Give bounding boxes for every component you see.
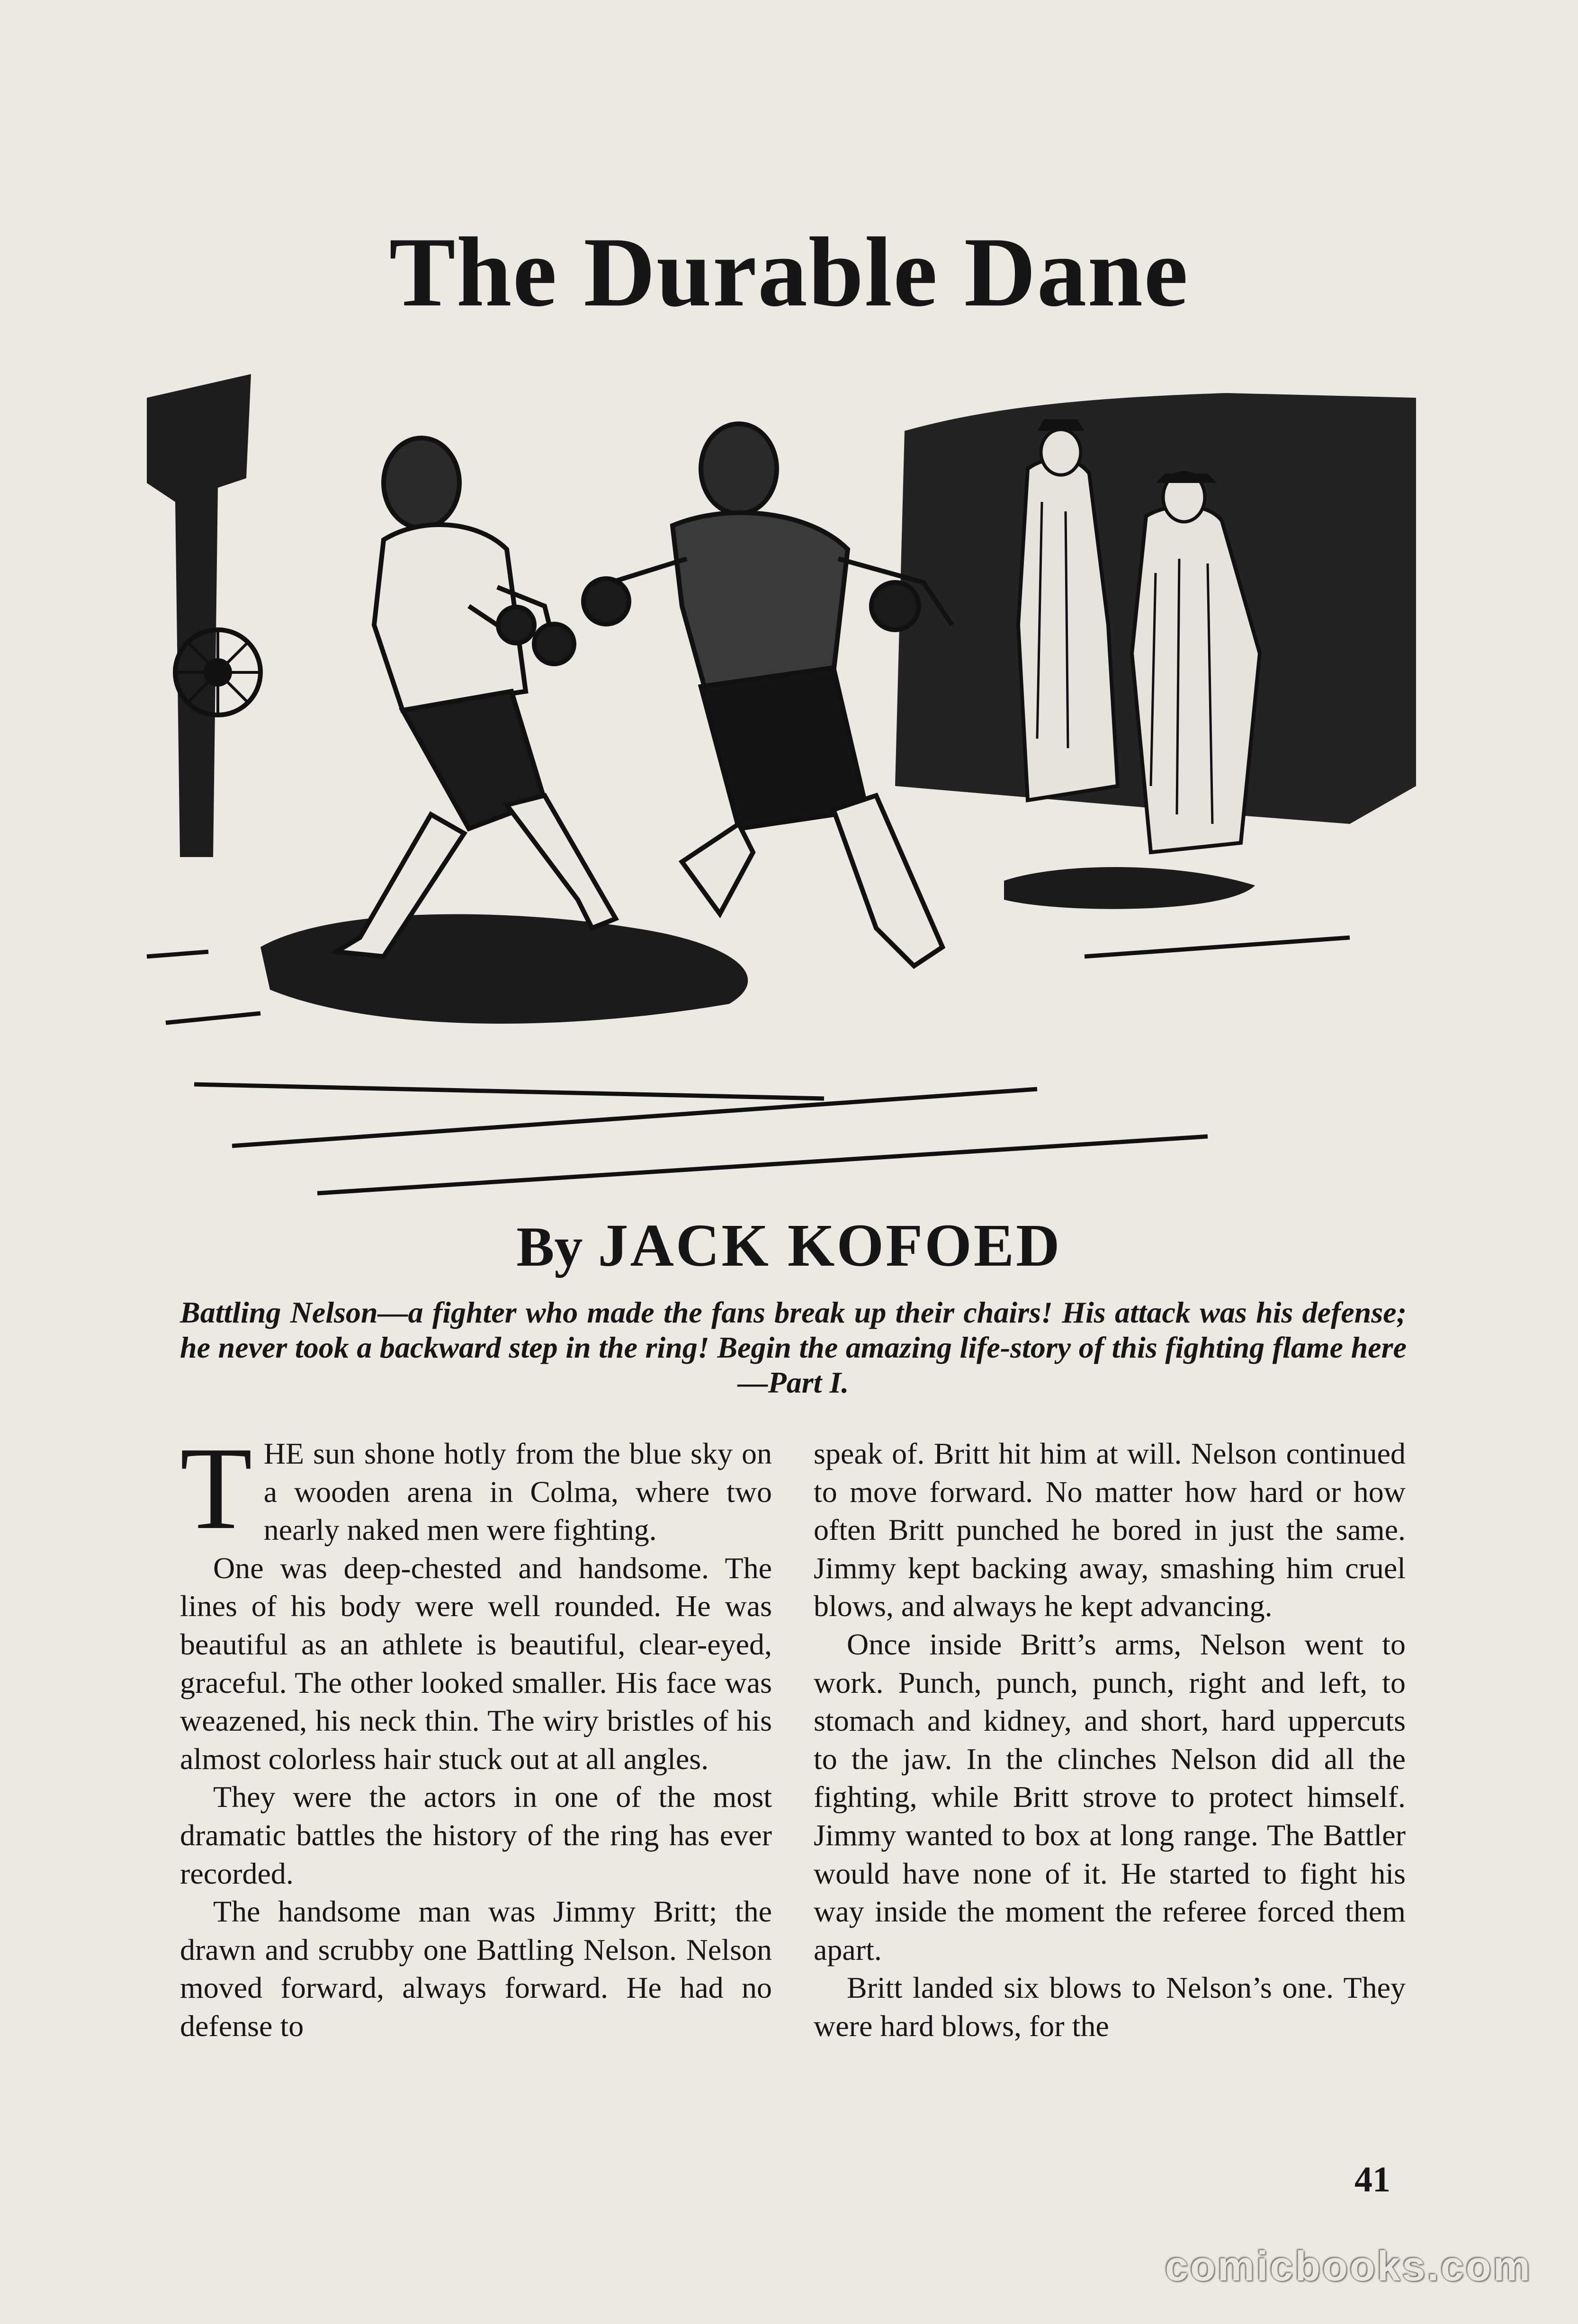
article-deck: Battling Nelson—a fighter who made the fans break up their chairs! His attack was his defense; he never took a backward step in the ring! Begin the amazing life-story of this fighting flame here—Part I.: [180, 1296, 1407, 1399]
body-paragraph: They were the actors in one of the most dramatic battles the history of the ring has ever recorded.: [180, 1780, 772, 1890]
body-column-right: [814, 1435, 1406, 2046]
byline-prefix: By: [516, 1215, 583, 1278]
body-column-left: [180, 1423, 772, 2046]
author-name: JACK KOFOED: [598, 1212, 1062, 1279]
drop-cap: T: [180, 1423, 252, 1554]
body-paragraph: THE sun shone hotly from the blue sky on a wooden arena in Colma, where two nearly naked men were fighting.: [180, 1423, 772, 1554]
boxing-illustration: [137, 360, 1426, 1198]
body-paragraph: speak of. Britt hit him at will. Nelson continued to move forward. No matter how hard or how often Britt punched he bored in just the same. Jimmy kept backing away, smashing him cruel blows, and always he kept advancing.: [814, 1437, 1406, 1623]
body-paragraph: One was deep-chested and handsome. The lines of his body were well rounded. He was beautiful as an athlete is beautiful, clear-eyed, graceful. The other looked smaller. His face was weazened, his neck thin. The wiry bristles of his almost colorless hair stuck out at all angles.: [180, 1551, 772, 1776]
article-title: The Durable Dane: [389, 217, 1189, 327]
page-number: 41: [1354, 2160, 1390, 2199]
watermark: comicbooks.com: [1165, 2243, 1532, 2289]
body-paragraph: Britt landed six blows to Nelson’s one. They were hard blows, for the: [814, 1971, 1406, 2043]
body-paragraph: Once inside Britt’s arms, Nelson went to work. Punch, punch, punch, right and left, to stomach and kidney, and short, hard uppercuts to the jaw. In the clinches Nelson did all the fighting, while Britt strove to protect himself. Jimmy wanted to box at long range. The Battler would have none of it. He started to fight his way inside the moment the referee forced them apart.: [814, 1627, 1406, 1966]
byline: [0, 1212, 1578, 1279]
body-paragraph: The handsome man was Jimmy Britt; the drawn and scrubby one Battling Nelson. Nelson moved forward, always forward. He had no defense to: [180, 1895, 772, 2043]
